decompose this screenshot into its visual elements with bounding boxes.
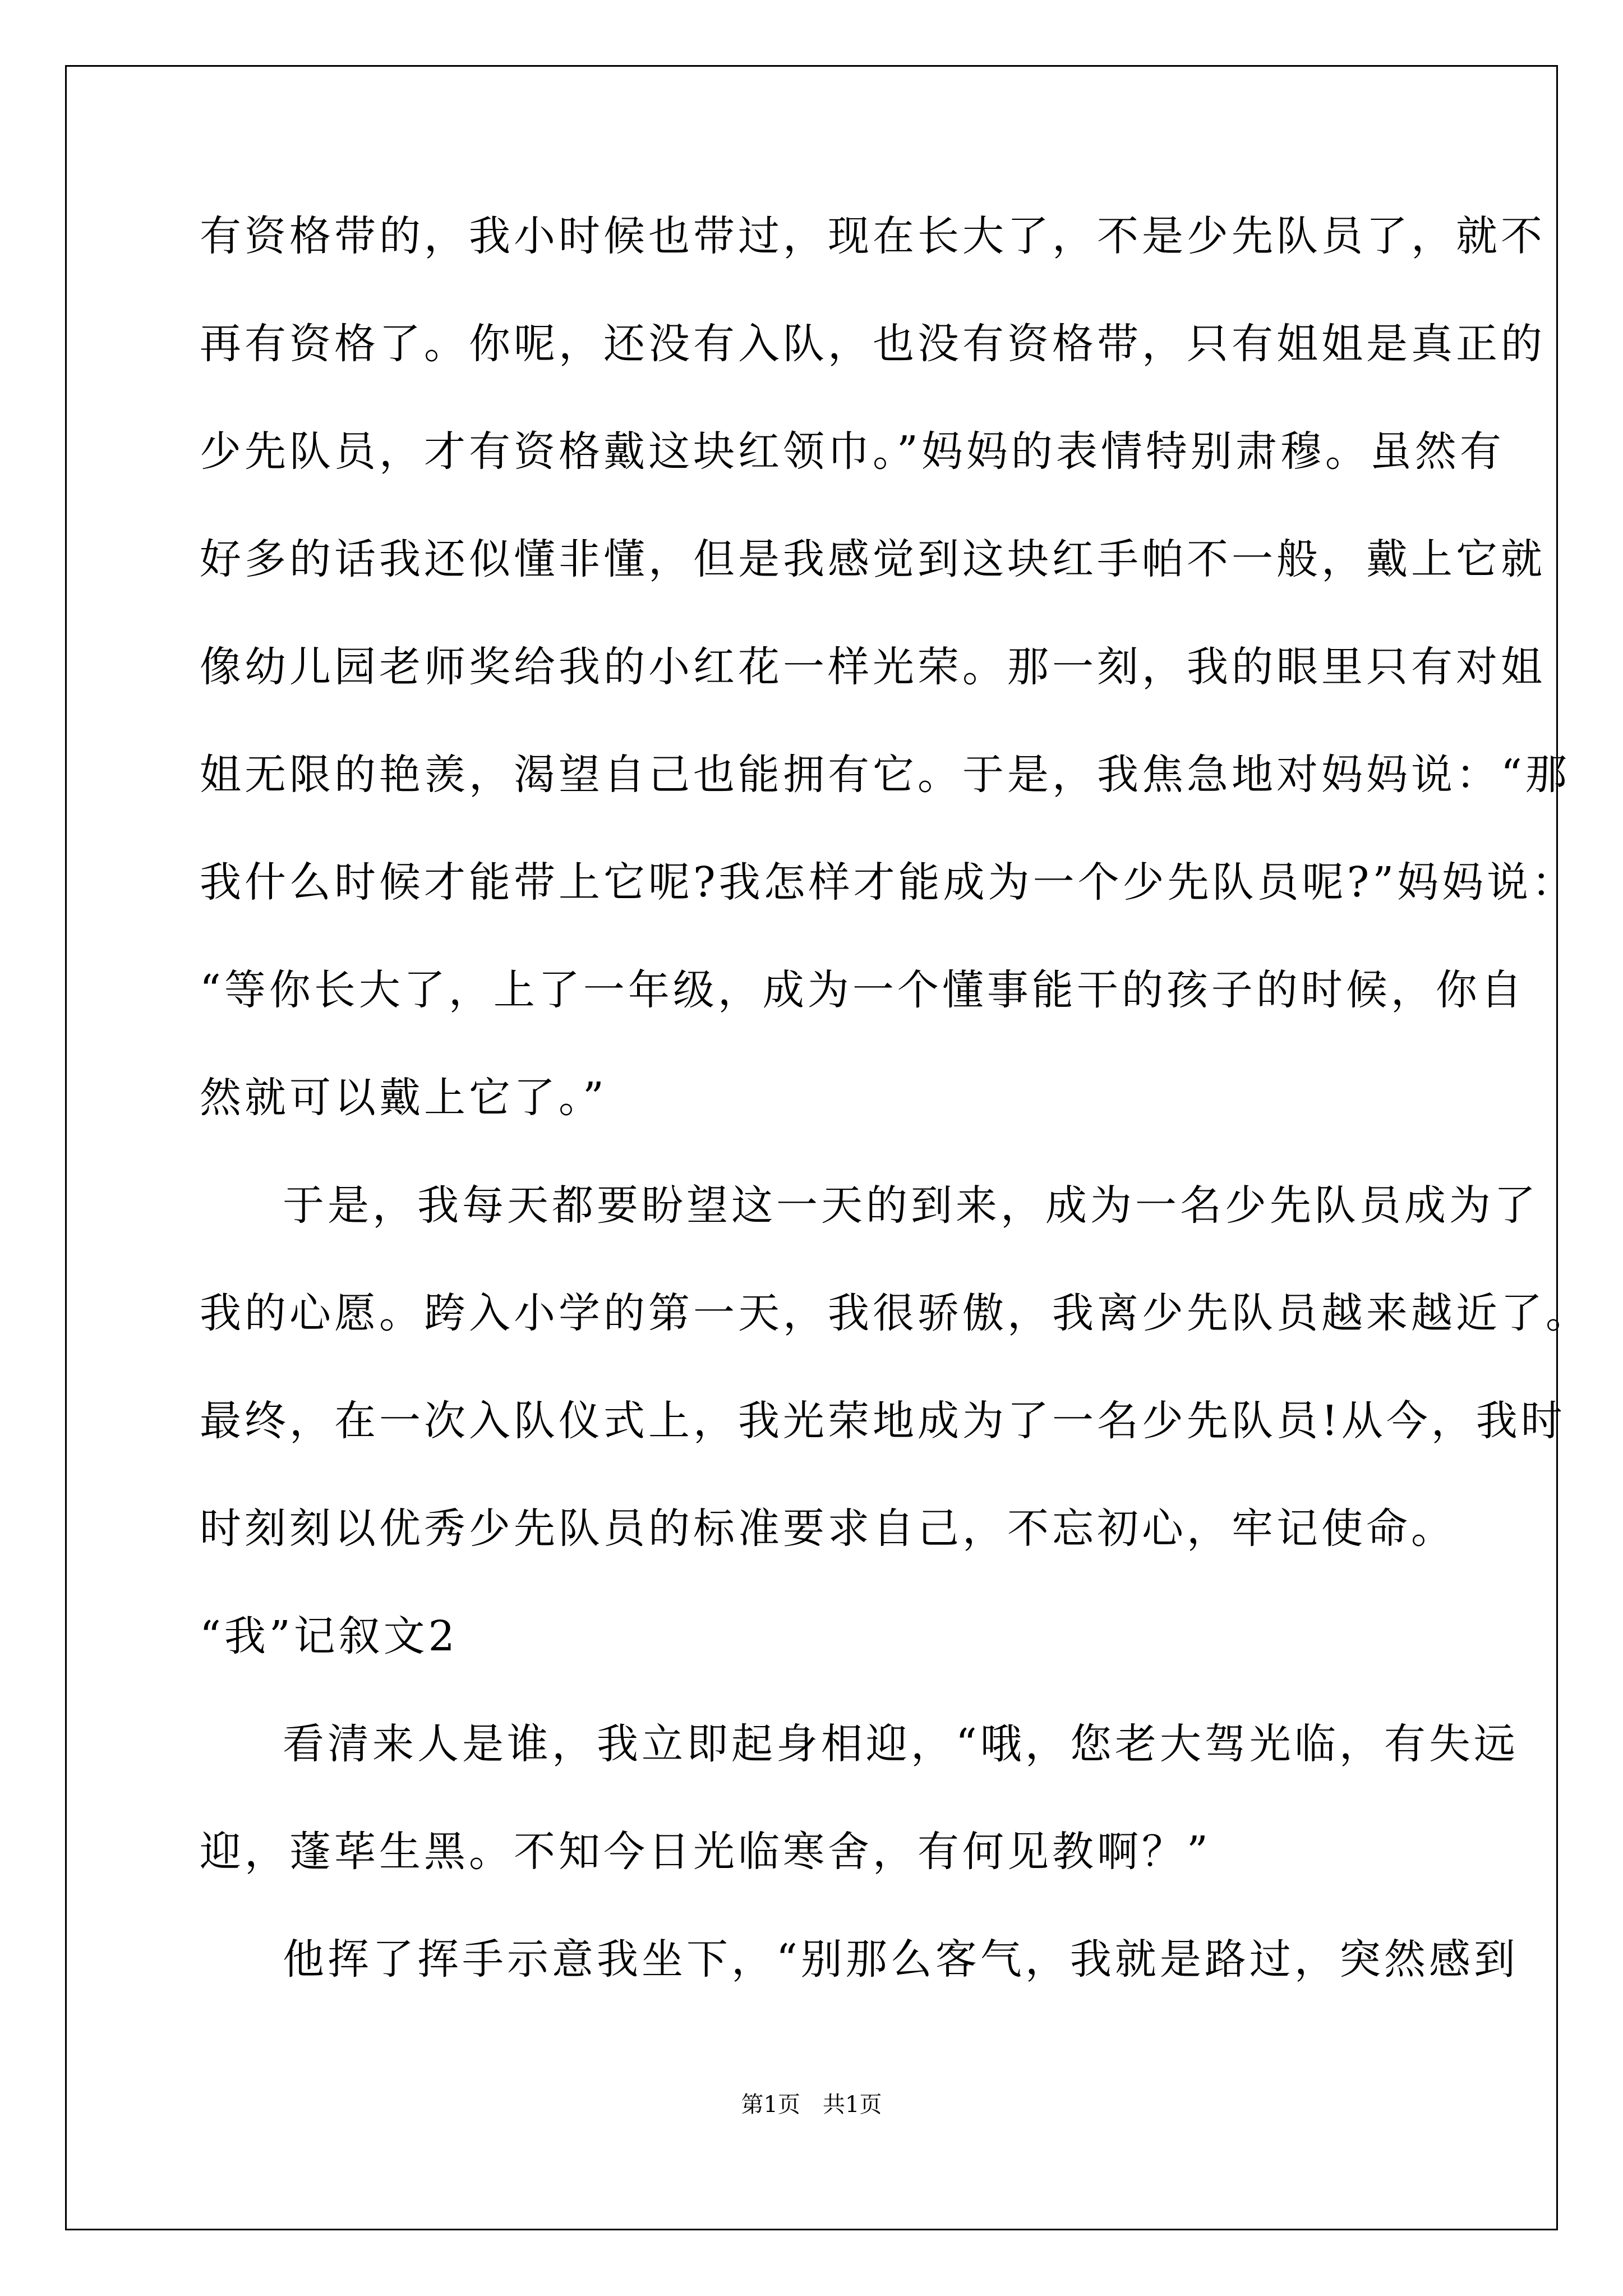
page-total: 共1页 [823, 2092, 882, 2118]
page-number: 第1页 [741, 2092, 800, 2118]
page-border [65, 65, 1558, 2230]
text-line: 好多的话我还似懂非懂，但是我感觉到这块红手帕不一般，戴上它就 [200, 535, 1546, 583]
text-line: 姐无限的艳羡，渴望自己也能拥有它。于是，我焦急地对妈妈说：“那 [200, 751, 1570, 799]
page-footer [0, 2088, 1623, 2122]
text-line: 然就可以戴上它了。” [200, 1074, 607, 1122]
text-line: 时刻刻以优秀少先队员的标准要求自己，不忘初心，牢记使命。 [200, 1504, 1456, 1553]
section-heading: “我”记叙文2 [200, 1612, 458, 1660]
text-line: 再有资格了。你呢，还没有入队，也没有资格带，只有姐姐是真正的 [200, 320, 1546, 368]
text-line: 迎，蓬荜生黑。不知今日光临寒舍，有何见教啊？” [200, 1828, 1211, 1876]
paragraph-first-line: 于是，我每天都要盼望这一天的到来，成为一名少先队员成为了 [283, 1181, 1539, 1230]
text-line: 像幼儿园老师奖给我的小红花一样光荣。那一刻，我的眼里只有对姐 [200, 643, 1546, 691]
text-line: 最终，在一次入队仪式上，我光荣地成为了一名少先队员!从今，我时 [200, 1397, 1566, 1445]
text-line: 我的心愿。跨入小学的第一天，我很骄傲，我离少先队员越来越近了。 [200, 1289, 1590, 1337]
text-line: “等你长大了，上了一年级，成为一个懂事能干的孩子的时候，你自 [200, 966, 1525, 1014]
paragraph-first-line: 看清来人是谁，我立即起身相迎，“哦，您老大驾光临，有失远 [283, 1720, 1519, 1768]
text-line: 有资格带的，我小时候也带过，现在长大了，不是少先队员了，就不 [200, 212, 1546, 260]
text-line: 我什么时候才能带上它呢?我怎样才能成为一个少先队员呢?”妈妈说： [200, 858, 1577, 907]
text-line: 少先队员，才有资格戴这块红领巾。”妈妈的表情特别肃穆。虽然有 [200, 427, 1505, 476]
paragraph-first-line: 他挥了挥手示意我坐下，“别那么客气，我就是路过，突然感到 [283, 1935, 1519, 1984]
